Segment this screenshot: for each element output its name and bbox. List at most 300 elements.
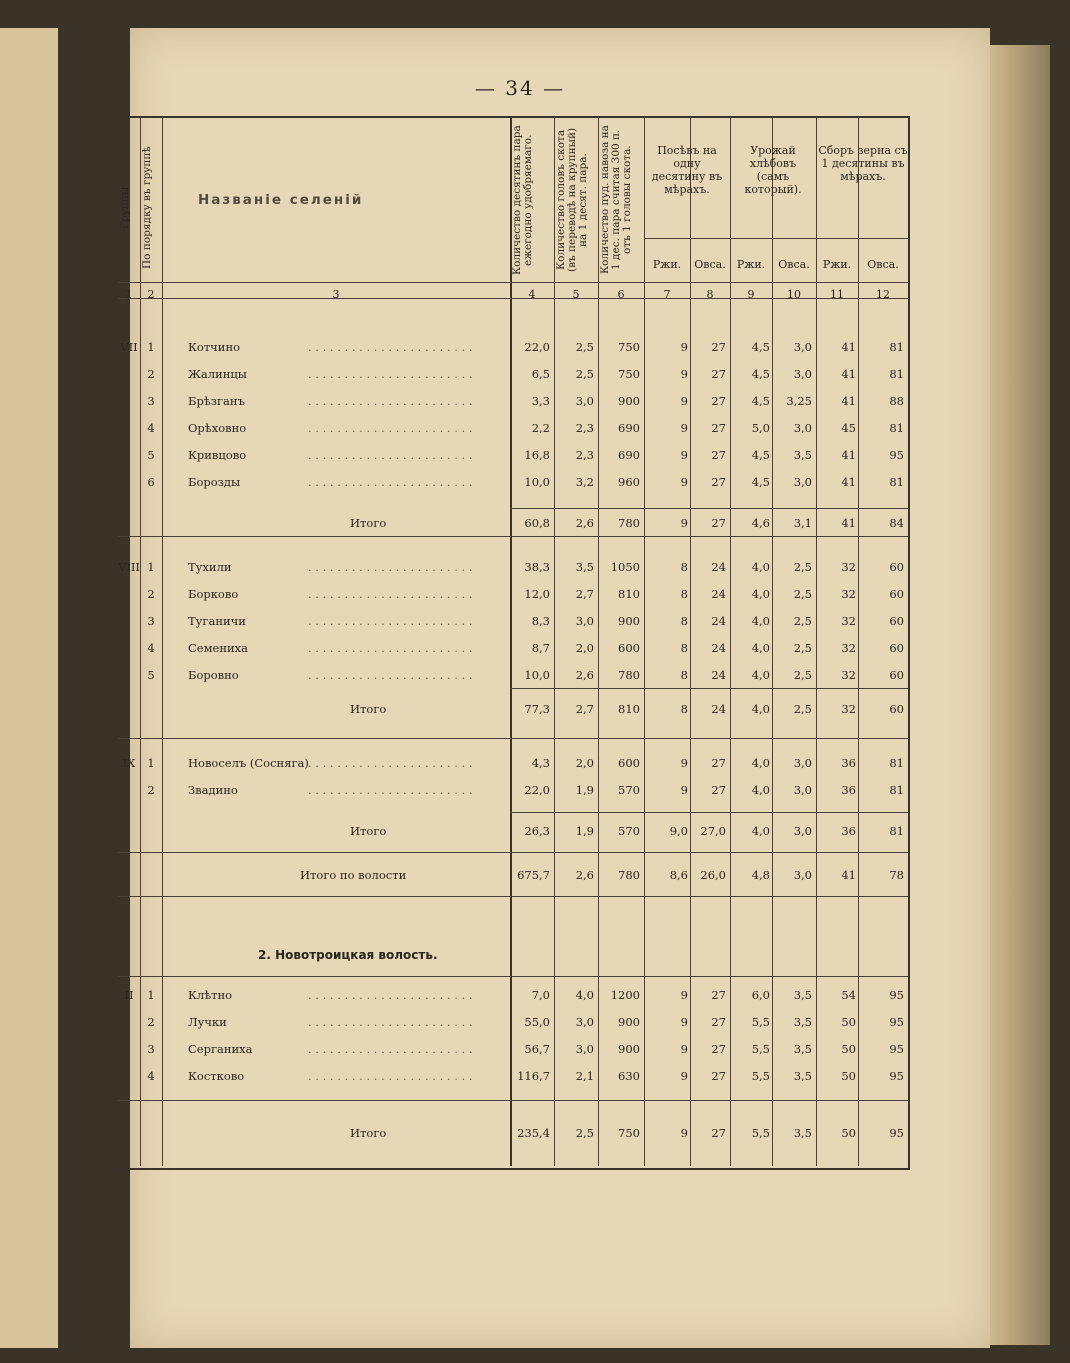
total-cr: 50 <box>841 1126 856 1140</box>
value-sr: 9 <box>680 988 688 1002</box>
value-manure: 600 <box>618 756 640 770</box>
leader-dots: . . . . . . . . . . . . . . . . . . . . . . . <box>308 340 473 354</box>
group-number: VIII <box>118 560 140 574</box>
value-hr: 5,5 <box>751 1069 770 1083</box>
total-hr: 4,0 <box>751 702 770 716</box>
total-cattle: 2,7 <box>575 702 594 716</box>
value-land: 12,0 <box>524 587 550 601</box>
row-divider <box>510 812 908 813</box>
total-cr: 36 <box>841 824 856 838</box>
value-so: 24 <box>711 668 726 682</box>
village-name: Лучки <box>188 1015 227 1029</box>
value-manure: 780 <box>618 668 640 682</box>
value-sr: 9 <box>680 756 688 770</box>
value-cattle: 2,3 <box>575 421 594 435</box>
row-divider <box>510 688 908 689</box>
total-so: 27,0 <box>700 824 726 838</box>
village-name: Семениха <box>188 641 249 655</box>
header-groups: Группы <box>119 186 131 230</box>
value-so: 27 <box>711 448 726 462</box>
row-divider <box>118 738 908 739</box>
value-manure: 900 <box>618 1042 640 1056</box>
value-co: 95 <box>889 1069 904 1083</box>
value-ho: 2,5 <box>793 560 812 574</box>
value-cr: 41 <box>841 475 856 489</box>
row-order: 5 <box>147 668 155 682</box>
value-so: 24 <box>711 587 726 601</box>
row-order: 6 <box>147 475 155 489</box>
value-co: 81 <box>889 783 904 797</box>
value-sr: 9 <box>680 783 688 797</box>
value-sr: 9 <box>680 421 688 435</box>
header-sowing-oats: Овса. <box>694 258 726 271</box>
value-manure: 960 <box>618 475 640 489</box>
value-manure: 900 <box>618 1015 640 1029</box>
value-land: 55,0 <box>524 1015 550 1029</box>
value-cattle: 2,5 <box>575 340 594 354</box>
column-number-5: 5 <box>572 288 580 301</box>
value-hr: 4,0 <box>751 614 770 628</box>
value-ho: 3,0 <box>793 421 812 435</box>
value-ho: 2,5 <box>793 668 812 682</box>
leader-dots: . . . . . . . . . . . . . . . . . . . . . . . <box>308 988 473 1002</box>
village-name: Орѣховно <box>188 421 247 435</box>
value-land: 22,0 <box>524 340 550 354</box>
value-ho: 3,25 <box>786 394 812 408</box>
column-number-7: 7 <box>663 288 671 301</box>
total-cr: 32 <box>841 702 856 716</box>
total-cattle: 2,5 <box>575 1126 594 1140</box>
value-ho: 3,0 <box>793 756 812 770</box>
value-manure: 630 <box>618 1069 640 1083</box>
leader-dots: . . . . . . . . . . . . . . . . . . . . . . . <box>308 756 473 770</box>
group-number: VII <box>120 340 138 354</box>
right-page-edges <box>990 45 1050 1345</box>
leader-dots: . . . . . . . . . . . . . . . . . . . . . . . <box>308 560 473 574</box>
value-cr: 50 <box>841 1069 856 1083</box>
value-manure: 900 <box>618 394 640 408</box>
leader-dots: . . . . . . . . . . . . . . . . . . . . . . . <box>308 783 473 797</box>
row-order: 3 <box>147 394 155 408</box>
value-cr: 54 <box>841 988 856 1002</box>
value-land: 8,3 <box>531 614 550 628</box>
statistics-table <box>116 116 910 1170</box>
value-cr: 32 <box>841 587 856 601</box>
column-number-1: 1 <box>125 288 133 301</box>
value-cattle: 2,3 <box>575 448 594 462</box>
column-number-3: 3 <box>332 288 340 301</box>
value-cattle: 3,0 <box>575 614 594 628</box>
total-so: 26,0 <box>700 868 726 882</box>
value-land: 16,8 <box>524 448 550 462</box>
total-co: 84 <box>889 516 904 530</box>
column-number-6: 6 <box>617 288 625 301</box>
value-cr: 50 <box>841 1042 856 1056</box>
value-land: 4,3 <box>531 756 550 770</box>
total-ho: 3,5 <box>793 1126 812 1140</box>
total-hr: 5,5 <box>751 1126 770 1140</box>
leader-dots: . . . . . . . . . . . . . . . . . . . . . . . <box>308 421 473 435</box>
value-cr: 41 <box>841 448 856 462</box>
total-co: 78 <box>889 868 904 882</box>
value-so: 27 <box>711 1042 726 1056</box>
total-manure: 780 <box>618 516 640 530</box>
value-co: 95 <box>889 988 904 1002</box>
value-ho: 3,0 <box>793 367 812 381</box>
value-land: 7,0 <box>531 988 550 1002</box>
value-sr: 9 <box>680 475 688 489</box>
group-number <box>118 587 140 601</box>
value-cr: 32 <box>841 641 856 655</box>
group-number <box>118 783 140 797</box>
value-co: 95 <box>889 1042 904 1056</box>
value-land: 38,3 <box>524 560 550 574</box>
value-cattle: 3,5 <box>575 560 594 574</box>
total-manure: 810 <box>618 702 640 716</box>
value-land: 22,0 <box>524 783 550 797</box>
value-land: 3,3 <box>531 394 550 408</box>
total-sr: 8 <box>680 702 688 716</box>
value-manure: 750 <box>618 367 640 381</box>
value-cattle: 3,0 <box>575 1042 594 1056</box>
value-ho: 3,0 <box>793 783 812 797</box>
total-manure: 750 <box>618 1126 640 1140</box>
row-order: 5 <box>147 448 155 462</box>
value-manure: 690 <box>618 448 640 462</box>
row-order: 3 <box>147 1042 155 1056</box>
leader-dots: . . . . . . . . . . . . . . . . . . . . . . . <box>308 587 473 601</box>
value-land: 6,5 <box>531 367 550 381</box>
value-cattle: 1,9 <box>575 783 594 797</box>
value-ho: 2,5 <box>793 614 812 628</box>
value-hr: 4,5 <box>751 448 770 462</box>
total-cattle: 2,6 <box>575 868 594 882</box>
total-land: 235,4 <box>517 1126 550 1140</box>
column-number-4: 4 <box>528 288 536 301</box>
row-order: 3 <box>147 614 155 628</box>
leader-dots: . . . . . . . . . . . . . . . . . . . . . . . <box>308 1015 473 1029</box>
group-number: II <box>124 988 134 1002</box>
value-co: 81 <box>889 367 904 381</box>
value-hr: 4,0 <box>751 783 770 797</box>
value-ho: 3,5 <box>793 1042 812 1056</box>
value-land: 8,7 <box>531 641 550 655</box>
row-divider <box>118 896 908 897</box>
total-cattle: 2,6 <box>575 516 594 530</box>
total-manure: 780 <box>618 868 640 882</box>
total-cr: 41 <box>841 868 856 882</box>
value-so: 24 <box>711 560 726 574</box>
value-sr: 9 <box>680 1042 688 1056</box>
header-collect: Сборъ зерна съ 1 десятины въ мѣрахъ. <box>818 144 908 183</box>
column-number-11: 11 <box>830 288 844 301</box>
value-land: 56,7 <box>524 1042 550 1056</box>
village-name: Кривцово <box>188 448 247 462</box>
row-order: 2 <box>147 367 155 381</box>
total-label: Итого <box>350 824 387 838</box>
value-manure: 1050 <box>610 560 640 574</box>
value-ho: 3,5 <box>793 988 812 1002</box>
value-hr: 6,0 <box>751 988 770 1002</box>
village-name: Туганичи <box>188 614 246 628</box>
value-cattle: 2,6 <box>575 668 594 682</box>
column-number-2: 2 <box>147 288 155 301</box>
total-so: 27 <box>711 516 726 530</box>
value-hr: 5,5 <box>751 1042 770 1056</box>
leader-dots: . . . . . . . . . . . . . . . . . . . . . . . <box>308 641 473 655</box>
value-manure: 690 <box>618 421 640 435</box>
row-order: 1 <box>147 756 155 770</box>
village-name: Серганиха <box>188 1042 253 1056</box>
left-page-edge <box>0 28 58 1348</box>
row-order: 4 <box>147 641 155 655</box>
total-label: Итого по волости <box>300 868 407 882</box>
group-number <box>118 1042 140 1056</box>
page-number: — 34 — <box>474 76 566 100</box>
row-order: 1 <box>147 340 155 354</box>
header-harvest-rye: Ржи. <box>736 258 766 271</box>
value-co: 95 <box>889 448 904 462</box>
value-sr: 8 <box>680 614 688 628</box>
value-co: 81 <box>889 340 904 354</box>
value-ho: 3,0 <box>793 475 812 489</box>
value-co: 81 <box>889 475 904 489</box>
column-number-10: 10 <box>787 288 801 301</box>
header-collect-rye: Ржи. <box>822 258 852 271</box>
total-ho: 2,5 <box>793 702 812 716</box>
total-land: 26,3 <box>524 824 550 838</box>
value-manure: 1200 <box>610 988 640 1002</box>
group-number <box>118 614 140 628</box>
value-hr: 4,5 <box>751 475 770 489</box>
total-hr: 4,8 <box>751 868 770 882</box>
value-sr: 9 <box>680 448 688 462</box>
row-divider <box>510 508 908 509</box>
value-manure: 600 <box>618 641 640 655</box>
value-hr: 4,0 <box>751 668 770 682</box>
leader-dots: . . . . . . . . . . . . . . . . . . . . . . . <box>308 1042 473 1056</box>
leader-dots: . . . . . . . . . . . . . . . . . . . . . . . <box>308 614 473 628</box>
value-so: 27 <box>711 1015 726 1029</box>
group-number: IX <box>122 756 136 770</box>
row-order: 4 <box>147 1069 155 1083</box>
village-name: Борозды <box>188 475 241 489</box>
total-co: 81 <box>889 824 904 838</box>
group-number <box>118 475 140 489</box>
value-cr: 36 <box>841 783 856 797</box>
value-sr: 9 <box>680 1069 688 1083</box>
value-ho: 2,5 <box>793 587 812 601</box>
value-co: 60 <box>889 614 904 628</box>
total-land: 77,3 <box>524 702 550 716</box>
group-number <box>118 641 140 655</box>
value-cr: 32 <box>841 560 856 574</box>
row-divider <box>118 536 908 537</box>
value-manure: 570 <box>618 783 640 797</box>
row-divider <box>118 1100 908 1101</box>
section-title: 2. Новотроицкая волость. <box>258 948 438 962</box>
group-number <box>118 668 140 682</box>
group-number <box>118 367 140 381</box>
total-sr: 9 <box>680 1126 688 1140</box>
value-so: 27 <box>711 367 726 381</box>
column-number-12: 12 <box>876 288 890 301</box>
value-land: 10,0 <box>524 475 550 489</box>
value-co: 60 <box>889 587 904 601</box>
village-name: Звадино <box>188 783 238 797</box>
value-ho: 3,5 <box>793 1069 812 1083</box>
value-cattle: 2,7 <box>575 587 594 601</box>
value-sr: 9 <box>680 394 688 408</box>
value-so: 27 <box>711 783 726 797</box>
value-ho: 3,5 <box>793 448 812 462</box>
total-cr: 41 <box>841 516 856 530</box>
total-ho: 3,0 <box>793 824 812 838</box>
village-name: Новоселъ (Сосняга) <box>188 756 309 770</box>
value-hr: 4,5 <box>751 340 770 354</box>
column-number-9: 9 <box>747 288 755 301</box>
value-land: 2,2 <box>531 421 550 435</box>
village-name: Тухили <box>188 560 232 574</box>
village-name: Жалинцы <box>188 367 247 381</box>
village-name: Котчино <box>188 340 241 354</box>
value-cr: 41 <box>841 340 856 354</box>
value-so: 24 <box>711 614 726 628</box>
value-hr: 4,0 <box>751 587 770 601</box>
village-name: Боровно <box>188 668 239 682</box>
leader-dots: . . . . . . . . . . . . . . . . . . . . . . . <box>308 1069 473 1083</box>
value-cr: 50 <box>841 1015 856 1029</box>
value-cattle: 4,0 <box>575 988 594 1002</box>
value-manure: 900 <box>618 614 640 628</box>
value-ho: 3,5 <box>793 1015 812 1029</box>
village-name: Костково <box>188 1069 245 1083</box>
value-land: 116,7 <box>517 1069 550 1083</box>
header-harvest: Урожай хлѣбовъ (самъ который). <box>744 144 802 196</box>
value-sr: 8 <box>680 587 688 601</box>
row-order: 2 <box>147 1015 155 1029</box>
value-ho: 3,0 <box>793 340 812 354</box>
value-cattle: 3,0 <box>575 394 594 408</box>
value-so: 27 <box>711 988 726 1002</box>
row-order: 1 <box>147 988 155 1002</box>
value-co: 60 <box>889 641 904 655</box>
total-sr: 9,0 <box>669 824 688 838</box>
value-cr: 41 <box>841 394 856 408</box>
total-sr: 8,6 <box>669 868 688 882</box>
value-cattle: 2,0 <box>575 641 594 655</box>
leader-dots: . . . . . . . . . . . . . . . . . . . . . . . <box>308 668 473 682</box>
header-qty-cattle: Количество головъ скота (въ переводѣ на крупный) на 1 десят. пара. <box>555 127 589 273</box>
header-sowing-rye: Ржи. <box>652 258 682 271</box>
value-cr: 32 <box>841 614 856 628</box>
leader-dots: . . . . . . . . . . . . . . . . . . . . . . . <box>308 448 473 462</box>
total-cattle: 1,9 <box>575 824 594 838</box>
value-co: 81 <box>889 421 904 435</box>
total-so: 24 <box>711 702 726 716</box>
total-hr: 4,0 <box>751 824 770 838</box>
total-ho: 3,1 <box>793 516 812 530</box>
value-co: 60 <box>889 560 904 574</box>
leader-dots: . . . . . . . . . . . . . . . . . . . . . . . <box>308 394 473 408</box>
village-name: Брѣзганъ <box>188 394 245 408</box>
total-label: Итого <box>350 1126 387 1140</box>
value-so: 27 <box>711 756 726 770</box>
value-hr: 4,0 <box>751 560 770 574</box>
village-name: Борково <box>188 587 239 601</box>
row-order: 2 <box>147 783 155 797</box>
value-cr: 36 <box>841 756 856 770</box>
value-sr: 8 <box>680 668 688 682</box>
row-order: 2 <box>147 587 155 601</box>
group-number <box>118 1069 140 1083</box>
group-number <box>118 394 140 408</box>
total-so: 27 <box>711 1126 726 1140</box>
value-cattle: 3,2 <box>575 475 594 489</box>
value-hr: 4,5 <box>751 394 770 408</box>
value-cattle: 2,0 <box>575 756 594 770</box>
value-ho: 2,5 <box>793 641 812 655</box>
village-name: Клѣтно <box>188 988 233 1002</box>
total-land: 675,7 <box>517 868 550 882</box>
value-hr: 4,0 <box>751 756 770 770</box>
value-cr: 32 <box>841 668 856 682</box>
value-cattle: 3,0 <box>575 1015 594 1029</box>
row-divider <box>118 852 908 853</box>
value-so: 27 <box>711 421 726 435</box>
row-order: 1 <box>147 560 155 574</box>
column-number-8: 8 <box>706 288 714 301</box>
value-sr: 9 <box>680 340 688 354</box>
value-hr: 5,5 <box>751 1015 770 1029</box>
value-manure: 750 <box>618 340 640 354</box>
header-qty-land: Количество десятинъ пара ежегодно удобряемаго. <box>511 125 534 275</box>
value-co: 88 <box>889 394 904 408</box>
value-hr: 5,0 <box>751 421 770 435</box>
value-cr: 41 <box>841 367 856 381</box>
value-hr: 4,5 <box>751 367 770 381</box>
total-land: 60,8 <box>524 516 550 530</box>
total-manure: 570 <box>618 824 640 838</box>
total-co: 60 <box>889 702 904 716</box>
row-divider <box>118 976 908 977</box>
total-hr: 4,6 <box>751 516 770 530</box>
header-collect-oats: Овса. <box>867 258 899 271</box>
value-cr: 45 <box>841 421 856 435</box>
value-co: 60 <box>889 668 904 682</box>
value-co: 95 <box>889 1015 904 1029</box>
value-so: 27 <box>711 340 726 354</box>
value-cattle: 2,5 <box>575 367 594 381</box>
value-sr: 8 <box>680 641 688 655</box>
title-bleed: Названіе селеній <box>198 192 364 208</box>
total-ho: 3,0 <box>793 868 812 882</box>
value-sr: 9 <box>680 1015 688 1029</box>
row-order: 4 <box>147 421 155 435</box>
total-sr: 9 <box>680 516 688 530</box>
value-so: 27 <box>711 1069 726 1083</box>
value-cattle: 2,1 <box>575 1069 594 1083</box>
header-order: По порядку въ группѣ <box>141 146 153 270</box>
group-number <box>118 448 140 462</box>
value-so: 27 <box>711 475 726 489</box>
group-number <box>118 421 140 435</box>
value-hr: 4,0 <box>751 641 770 655</box>
value-manure: 810 <box>618 587 640 601</box>
header-harvest-oats: Овса. <box>778 258 810 271</box>
value-co: 81 <box>889 756 904 770</box>
leader-dots: . . . . . . . . . . . . . . . . . . . . . . . <box>308 367 473 381</box>
